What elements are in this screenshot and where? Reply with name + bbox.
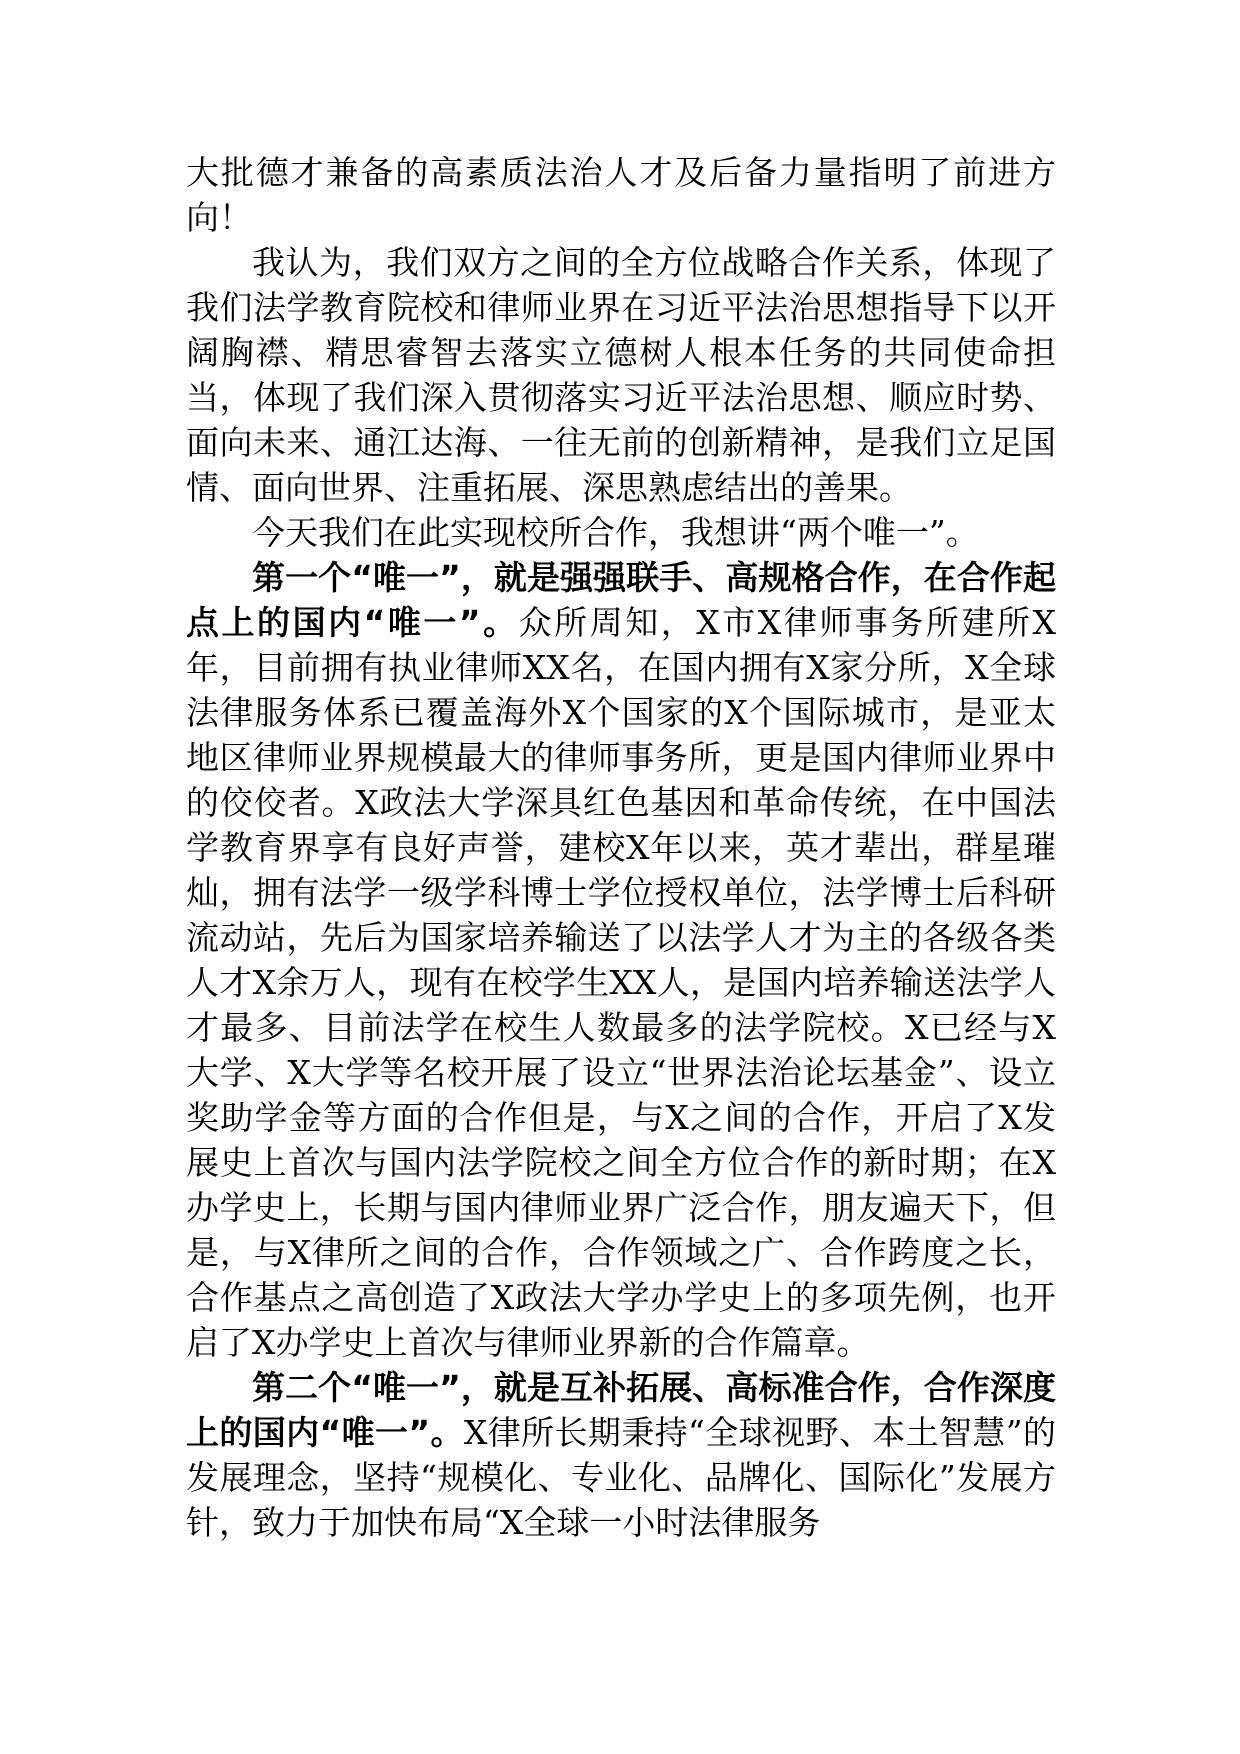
paragraph-text: X律所长期秉持“全球视野、本土智慧”的发展理念，坚持“规模化、专业化、品牌化、国际化”发展方针，致力于加快布局“X全球一小时法律服务 bbox=[186, 1413, 1056, 1542]
section-heading: 第一个“唯一”，就是强强联手、高规格合作，在合作起点上的国内“唯一”。 bbox=[186, 558, 1056, 642]
paragraph-strategic-cooperation bbox=[186, 240, 1056, 510]
paragraph-text: 大批德才兼备的高素质法治人才及后备力量指明了前进方向！ bbox=[186, 153, 1056, 237]
paragraph-text: 我认为，我们双方之间的全方位战略合作关系，体现了我们法学教育院校和律师业界在习近平法治思想指导下以开阔胸襟、精思睿智去落实立德树人根本任务的共同使命担当，体现了我们深入贯彻落实习近平法治思想、顺应时势、面向未来、通江达海、一往无前的创新精神，是我们立足国情、面向世界、注重拓展、深思熟虑结出的善果。 bbox=[186, 243, 1056, 507]
paragraph-text: 今天我们在此实现校所合作，我想讲“两个唯一”。 bbox=[252, 513, 979, 552]
document-body bbox=[186, 150, 1056, 1545]
paragraph-two-unique bbox=[186, 510, 1056, 555]
section-heading: 第二个“唯一”，就是互补拓展、高标准合作，合作深度上的国内“唯一”。 bbox=[186, 1368, 1056, 1452]
paragraph-text: 众所周知，X市X律师事务所建所X年，目前拥有执业律师XX名，在国内拥有X家分所，X全球法律服务体系已覆盖海外X个国家的X个国际城市，是亚太地区律师业界规模最大的律师事务所，更是国内律师业界中的佼佼者。X政法大学深具红色基因和革命传统，在中国法学教育界享有良好声誉，建校X年以来，英才辈出，群星璀灿，拥有法学一级学科博士学位授权单位，法学博士后科研流动站，先后为国家培养输送了以法学人才为主的各级各类人才X余万人，现有在校学生XX人，是国内培养输送法学人才最多、目前法学在校生人数最多的法学院校。X已经与X大学、X大学等名校开展了设立“世界法治论坛基金”、设立奖助学金等方面的合作但是，与X之间的合作，开启了X发展史上首次与国内法学院校之间全方位合作的新时期；在X办学史上，长期与国内律师业界广泛合作，朋友遍天下，但是，与X律所之间的合作，合作领域之广、合作跨度之长，合作基点之高创造了X政法大学办学史上的多项先例，也开启了X办学史上首次与律师业界新的合作篇章。 bbox=[186, 603, 1056, 1362]
paragraph-second-unique bbox=[186, 1365, 1056, 1545]
paragraph-continued bbox=[186, 150, 1056, 240]
paragraph-first-unique bbox=[186, 555, 1056, 1365]
